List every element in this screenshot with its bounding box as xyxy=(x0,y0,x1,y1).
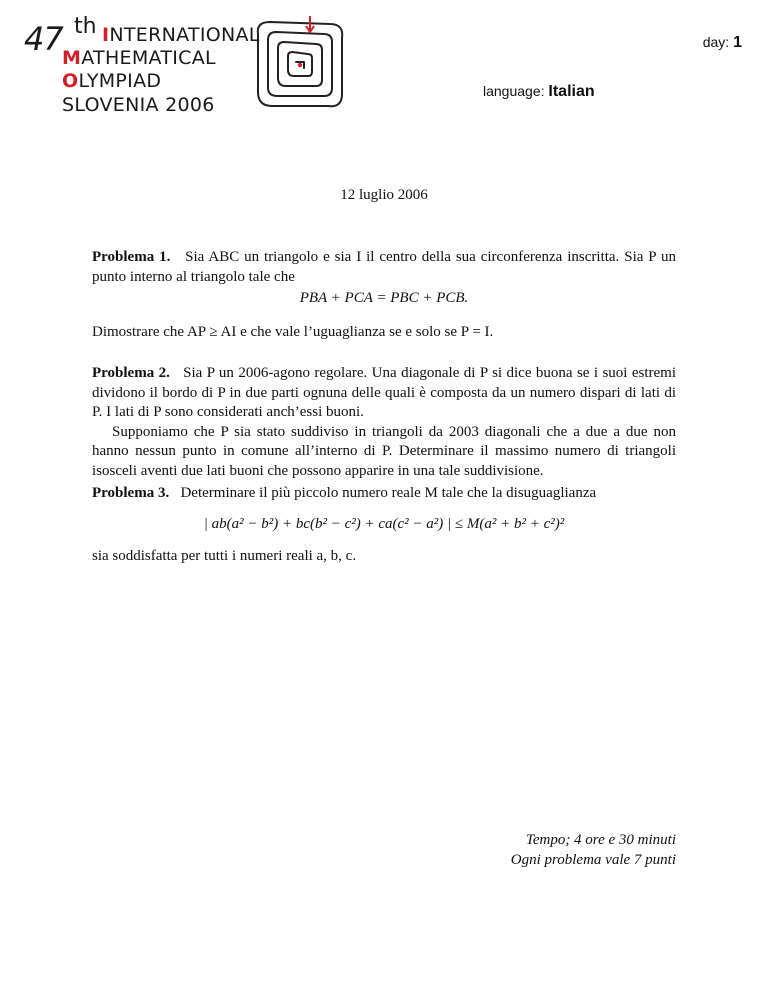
logo-line-1: INTERNATIONAL xyxy=(102,24,260,46)
language-indicator: language: Italian xyxy=(483,83,595,100)
logo-line-2: MATHEMATICAL xyxy=(62,47,216,69)
exam-date: 12 luglio 2006 xyxy=(340,187,428,203)
problem-3-inequality: | ab(a² − b²) + bc(b² − c²) + ca(c² − a²) | ≤ M(a² + b² + c²)² xyxy=(203,516,565,532)
problem-2-title: Problema 2. xyxy=(92,365,170,381)
problem-3-condition: sia soddisfatta per tutti i numeri reali a, b, c. xyxy=(92,548,357,564)
maze-logo-icon xyxy=(250,14,350,114)
day-indicator: day: 1 xyxy=(702,34,742,51)
logo-suffix: th xyxy=(74,14,97,39)
problem-1-statement: Problema 1. Sia ABC un triangolo e sia I il centro della sua circonferenza inscritta. Sia P un punto interno al triangolo tale che xyxy=(92,249,676,285)
problem-1-equation: PBA + PCA = PBC + PCB. xyxy=(299,290,469,306)
language-name: Italian xyxy=(548,83,595,100)
logo-number: 47 xyxy=(24,20,63,58)
problem-3-title: Problema 3. xyxy=(92,485,170,501)
day-number: 1 xyxy=(733,34,742,51)
logo-line-4: SLOVENIA 2006 xyxy=(62,94,215,116)
problem-2-continuation: Supponiamo che P sia stato suddiviso in triangoli da 2003 diagonali che a due a due non hanno nessun punto in comune all’interno di P. Determinare il massimo numero di triangoli isosceli aventi due lati buoni che possono apparire in una tale suddivisione. xyxy=(92,423,676,479)
exam-footer xyxy=(511,831,676,870)
time-limit: Tempo; 4 ore e 30 minuti xyxy=(525,832,676,848)
problem-2-statement: Problema 2. Sia P un 2006-agono regolare. Una diagonale di P si dice buona se i suoi estremi dividono il bordo di P in due parti ognuna delle quali è composta da un numero dispari di lati di P. I lati di P sono considerati anch’essi buoni. Supponiamo che P sia stato suddiviso in triangoli da 2003 diagonali che a due a due non hanno nessun punto in comune all’interno di P. Determinare il massimo numero di triangoli isosceli aventi due lati buoni che possono apparire in una tale suddivisione. xyxy=(92,364,676,481)
points-note: Ogni problema vale 7 punti xyxy=(510,851,676,868)
problem-1-conclusion: Dimostrare che AP ≥ AI e che vale l’uguaglianza se e solo se P = I. xyxy=(92,324,494,340)
problem-3-statement: Problema 3. Determinare il più piccolo numero reale M tale che la disuguaglianza xyxy=(92,485,597,501)
problem-1-title: Problema 1. xyxy=(92,249,171,265)
logo-line-3: OLYMPIAD xyxy=(62,70,162,92)
